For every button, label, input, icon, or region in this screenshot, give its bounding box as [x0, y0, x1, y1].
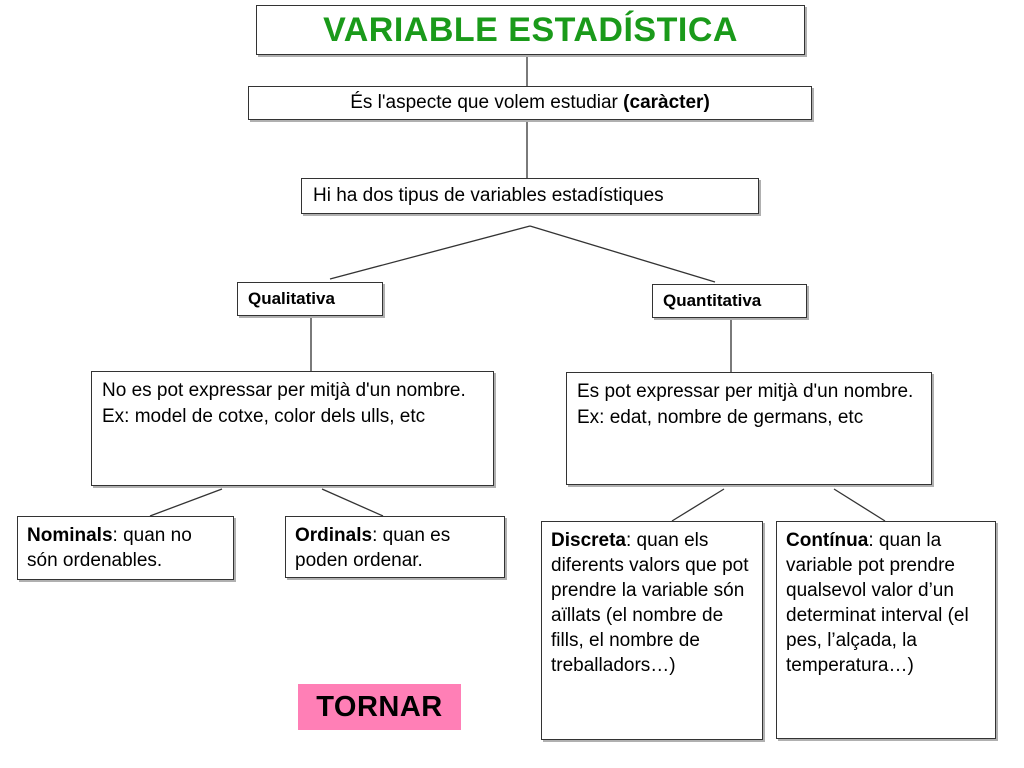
- qualitative-description-box: [91, 371, 494, 486]
- qualitative-label: Qualitativa: [248, 289, 335, 308]
- continuous-text: : quan la variable pot prendre qualsevol valor d’un determinat interval (el pes, l’alçada, la temperatura…): [786, 530, 969, 676]
- ordinals-text: : quan es poden ordenar.: [295, 525, 451, 571]
- qualitative-box: [237, 282, 383, 316]
- connector-description-nominals: [150, 489, 222, 516]
- quantitative-description-box: [566, 372, 932, 485]
- definition-highlight: (caràcter): [623, 92, 710, 113]
- diagram-title: VARIABLE ESTADÍSTICA: [323, 10, 738, 49]
- back-button[interactable]: TORNAR: [298, 684, 461, 730]
- definition-box: [248, 86, 812, 120]
- title-box: [256, 5, 805, 55]
- continuous-term: Contínua: [786, 530, 869, 551]
- connector-description-discrete: [672, 489, 724, 521]
- ordinals-box: [285, 516, 505, 578]
- quantitative-description-line2: Ex: edat, nombre de germans, etc: [577, 407, 864, 428]
- discrete-box: [541, 521, 763, 740]
- discrete-text: : quan els diferents valors que pot prendre la variable són aïllats (el nombre de fills, el nombre de treballadors…): [551, 530, 749, 676]
- connector-description-continuous: [834, 489, 885, 521]
- nominals-box: [17, 516, 234, 580]
- quantitative-box: [652, 284, 807, 318]
- quantitative-label: Quantitativa: [663, 291, 762, 310]
- nominals-text: : quan no són ordenables.: [27, 525, 192, 571]
- continuous-box: [776, 521, 996, 739]
- qualitative-description-line2: Ex: model de cotxe, color dels ulls, etc: [102, 406, 426, 427]
- discrete-term: Discreta: [551, 530, 626, 551]
- definition-text: És l'aspecte que volem estudiar (caràcter): [350, 92, 710, 113]
- nominals-term: Nominals: [27, 525, 113, 546]
- quantitative-description-line1: Es pot expressar per mitjà d'un nombre.: [577, 381, 914, 402]
- types-heading: Hi ha dos tipus de variables estadístiques: [313, 185, 664, 206]
- connector-description-ordinals: [322, 489, 383, 516]
- qualitative-description-line1: No es pot expressar per mitjà d'un nombre.: [102, 380, 466, 401]
- types-box: [301, 178, 759, 214]
- connector-types-qualitative: [330, 226, 530, 279]
- ordinals-term: Ordinals: [295, 525, 373, 546]
- connector-types-quantitative: [530, 226, 715, 282]
